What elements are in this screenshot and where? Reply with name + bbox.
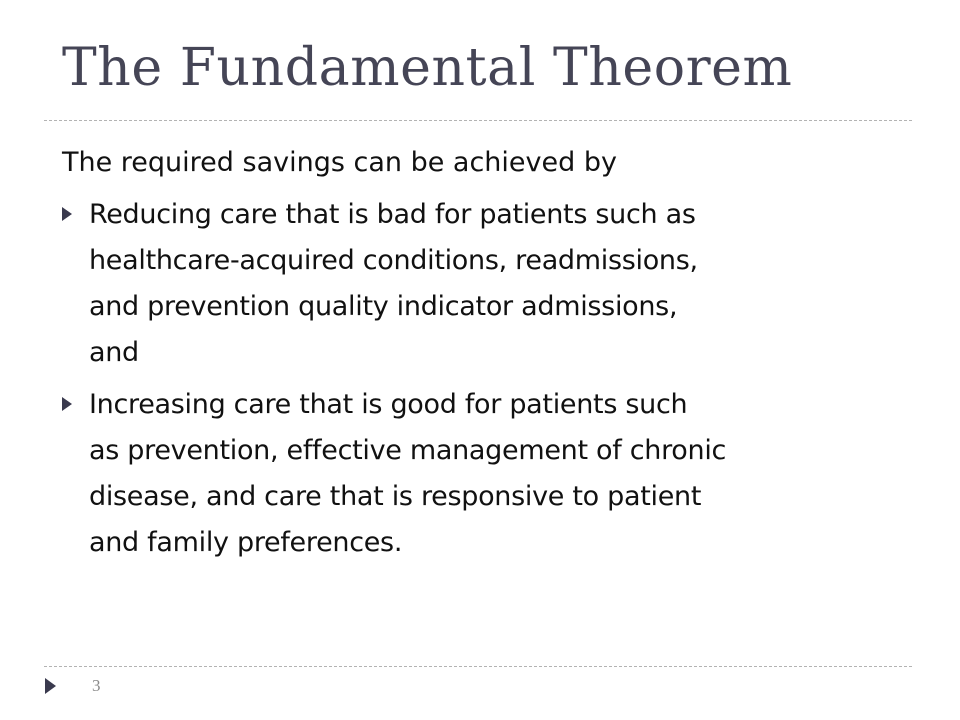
bullet-line: healthcare-acquired conditions, readmissions,: [89, 245, 698, 276]
triangle-right-icon: [45, 678, 56, 694]
bullet-line: and family preferences.: [89, 527, 403, 558]
slide-title: The Fundamental Theorem: [62, 38, 793, 98]
title-divider: [44, 120, 912, 121]
footer-divider: [44, 666, 912, 667]
bullet-line: Increasing care that is good for patients such: [89, 389, 688, 420]
bullet-line: Reducing care that is bad for patients such as: [89, 199, 696, 230]
slide-content: [62, 140, 912, 566]
bullet-line: and prevention quality indicator admissions,: [89, 291, 678, 322]
triangle-right-icon: [62, 397, 72, 411]
bullet-line: as prevention, effective management of chronic: [89, 435, 727, 466]
bullet-line: and: [89, 337, 139, 368]
page-number: 3: [92, 676, 101, 695]
lead-text: The required savings can be achieved by: [62, 147, 617, 178]
bullet-list: [62, 192, 912, 566]
bullet-item-reducing-care: [62, 192, 912, 376]
bullet-line: disease, and care that is responsive to patient: [89, 481, 702, 512]
triangle-right-icon: [62, 207, 72, 221]
bullet-item-increasing-care: [62, 382, 912, 566]
